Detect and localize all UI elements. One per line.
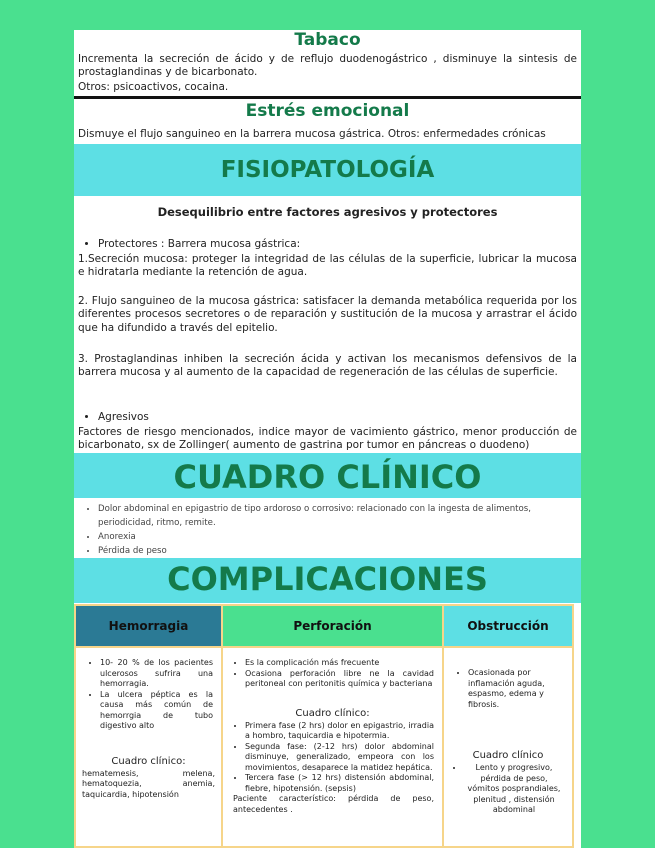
agresivos-list	[78, 411, 149, 424]
hemorragia-column	[74, 604, 223, 848]
perforacion-list	[223, 658, 442, 690]
protectores-label: • Protectores : Barrera mucosa gástrica:	[98, 238, 300, 251]
perforacion-paciente: Paciente característico: pérdida de peso, antecedentes .	[233, 794, 434, 814]
list-item: • Dolor abdominal en epigastrio de tipo ardoroso o corrosivo: relacionado con la ingesta de alimentos, periodicidad, ritmo, remite.	[98, 502, 563, 530]
tabaco-text: Incrementa la secreción de ácido y de reflujo duodenogástrico , disminuye la sintesis de prostaglandinas y de bicarbonato.	[78, 53, 577, 79]
list-item: • Anorexia	[98, 530, 563, 544]
protectores-p1: 1.Secreción mucosa: proteger la integridad de las células de la superficie, lubricar la mucosa e hidratarla mediante la retención de agua.	[78, 253, 577, 279]
obstruccion-column	[442, 604, 574, 848]
estres-text: Dismuye el flujo sanguineo en la barrera mucosa gástrica. Otros: enfermedades crónicas	[78, 128, 546, 140]
protectores-p3: 3. Prostaglandinas inhiben la secreción ácida y activan los mecanismos defensivos de la barrera mucosa y al aumento de la capacidad de regeneración de las células de superficie.	[78, 353, 577, 379]
perforacion-cuadro-label: Cuadro clínico:	[295, 707, 370, 719]
hemorragia-list	[76, 658, 221, 732]
perforacion-column	[221, 604, 444, 848]
complicaciones-table	[74, 604, 574, 848]
list-item: • Primera fase (2 hrs) dolor en epigastrio, irradia a hombro, taquicardia e hipotermia.	[245, 721, 434, 742]
list-item: • Es la complicación más frecuente	[245, 658, 434, 669]
list-item: • Segunda fase: (2-12 hrs) dolor abdominal disminuye, generalizado, empeora con los movimientos, desaparece la matidez hepática.	[245, 742, 434, 774]
list-item: • Tercera fase (> 12 hrs) distensión abdominal, fiebre, hipotensión. (sepsis)	[245, 773, 434, 794]
list-item: • Lento y progresivo, pérdida de peso, vómitos posprandiales, plenitud , distensión abdominal	[464, 763, 564, 816]
list-item: • 10- 20 % de los pacientes ulcerosos sufrira una hemorragia.	[100, 658, 213, 690]
cuadro-clinico-list	[78, 502, 563, 558]
hemorragia-cuadro-text: hematemesis, melena, hematoquezia, anemia, taquicardia, hipotensión	[82, 768, 215, 799]
obstruccion-list	[444, 668, 572, 710]
protectores-p2: 2. Flujo sanguineo de la mucosa gástrica: satisfacer la demanda metabólica requerida por los diferentes procesos secretores o de reparación y sustitución de la mucosa y arrastrar el ácido que ha difundido a través del epitelio.	[78, 295, 577, 334]
list-item: • La ulcera péptica es la causa más común de hemorrgia de tubo digestivo alto	[100, 690, 213, 732]
hemorragia-header: Hemorragia	[76, 606, 221, 648]
obstruccion-header: Obstrucción	[444, 606, 572, 648]
tabaco-otros: Otros: psicoactivos, cocaina.	[78, 81, 229, 93]
list-item: • Ocasiona perforación libre ne la cavidad peritoneal con peritonitis química y bacteriana	[245, 669, 434, 690]
perforacion-fases-list	[223, 721, 442, 795]
cuadro-clinico-header: CUADRO CLÍNICO	[74, 453, 581, 498]
section-divider	[74, 96, 581, 99]
obstruccion-cuadro-list	[444, 763, 572, 816]
perforacion-header: Perforación	[223, 606, 442, 648]
list-item: • Pérdida de peso	[98, 544, 563, 558]
protectores-list	[78, 238, 300, 251]
fisiopatologia-subtitle: Desequilibrio entre factores agresivos y protectores	[157, 205, 498, 219]
hemorragia-cuadro-label: Cuadro clínico:	[111, 755, 186, 767]
complicaciones-header: COMPLICACIONES	[74, 558, 581, 603]
list-item: • Ocasionada por inflamación aguda, espasmo, edema y fibrosis.	[468, 668, 562, 710]
obstruccion-cuadro-label: Cuadro clínico	[472, 750, 544, 761]
agresivos-text: Factores de riesgo mencionados, indice mayor de vacimiento gástrico, menor producción de bicarbonato, sx de Zollinger( aumento de gastrina por tumor en páncreas o duodeno)	[78, 426, 577, 452]
tabaco-title: Tabaco	[294, 30, 361, 50]
estres-title: Estrés emocional	[245, 101, 410, 121]
agresivos-label: • Agresivos	[98, 411, 149, 424]
fisiopatologia-header: FISIOPATOLOGÍA	[74, 144, 581, 196]
document-page	[74, 30, 581, 848]
